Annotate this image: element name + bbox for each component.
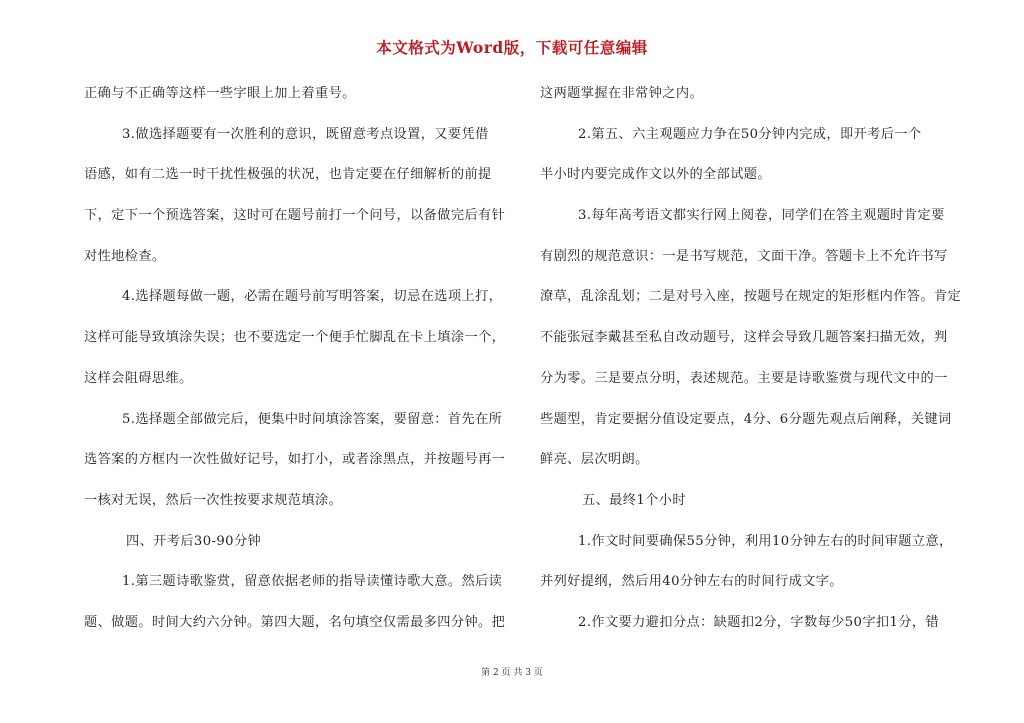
- text-line: 鲜亮、层次明朗。: [540, 452, 649, 468]
- page-number-footer: 第 2 页 共 3 页: [481, 668, 543, 678]
- text-line: 有剧烈的规范意识：一是书写规范，文面干净。答题卡上不允许书写: [540, 248, 948, 264]
- text-line: 5.选择题全部做完后，便集中时间填涂答案，要留意：首先在所: [122, 411, 503, 427]
- text-line: 一核对无误，然后一次性按要求规范填涂。: [84, 492, 343, 508]
- text-line: 3.每年高考语文都实行网上阅卷，同学们在答主观题时肯定要: [578, 208, 945, 224]
- text-line: 2.作文要力避扣分点：缺题扣2分，字数每少50字扣1分，错: [578, 614, 940, 630]
- text-line: 对性地检查。: [84, 248, 166, 264]
- text-line: 1.第三题诗歌鉴赏，留意依据老师的指导读懂诗歌大意。然后读: [122, 574, 503, 590]
- text-line: 题、做题。时间大约六分钟。第四大题，名句填空仅需最多四分钟。把: [84, 614, 506, 630]
- section-heading: 四、开考后30-90分钟: [126, 533, 262, 549]
- text-line: 选答案的方框内一次性做好记号，如打小，或者涂黑点，并按题号再一: [84, 452, 506, 468]
- text-line: 半小时内要完成作文以外的全部试题。: [540, 167, 771, 183]
- text-line: 2.第五、六主观题应力争在50分钟内完成，即开考后一个: [578, 126, 922, 142]
- text-line: 下，定下一个预选答案，这时可在题号前打一个问号，以备做完后有针: [84, 208, 506, 224]
- page-header-title: 本文格式为Word版，下载可任意编辑: [376, 38, 648, 57]
- text-line: 4.选择题每做一题，必需在题号前写明答案，切忌在选项上打，: [122, 289, 503, 305]
- text-line: 这样会阻碍思维。: [84, 370, 193, 386]
- text-line: 1.作文时间要确保55分钟，利用10分钟左右的时间审题立意，: [578, 533, 953, 549]
- text-line: 些题型，肯定要据分值设定要点，4分、6分题先观点后阐释，关键词: [540, 411, 952, 427]
- left-text-column: [84, 80, 512, 650]
- text-line: 正确与不正确等这样一些字眼上加上着重号。: [84, 86, 356, 101]
- text-line: 这两题掌握在非常钟之内。: [540, 86, 704, 101]
- text-line: 潦草，乱涂乱划；二是对号入座，按题号在规定的矩形框内作答。肯定: [540, 289, 962, 305]
- text-line: 不能张冠李戴甚至私自改动题号，这样会导致几题答案扫描无效，判: [540, 330, 948, 346]
- text-line: 语感，如有二选一时干扰性极强的状况，也肯定要在仔细解析的前提: [84, 167, 492, 183]
- text-line: 这样可能导致填涂失误；也不要选定一个便手忙脚乱在卡上填涂一个，: [84, 330, 506, 346]
- text-line: 3.做选择题要有一次胜利的意识，既留意考点设置，又要凭借: [122, 126, 489, 142]
- text-line: 分为零。三是要点分明，表述规范。主要是诗歌鉴赏与现代文中的一: [540, 370, 948, 386]
- right-text-column: [540, 80, 968, 650]
- text-line: 并列好提纲，然后用40分钟左右的时间行成文字。: [540, 574, 843, 590]
- section-heading: 五、最终1个小时: [582, 492, 686, 508]
